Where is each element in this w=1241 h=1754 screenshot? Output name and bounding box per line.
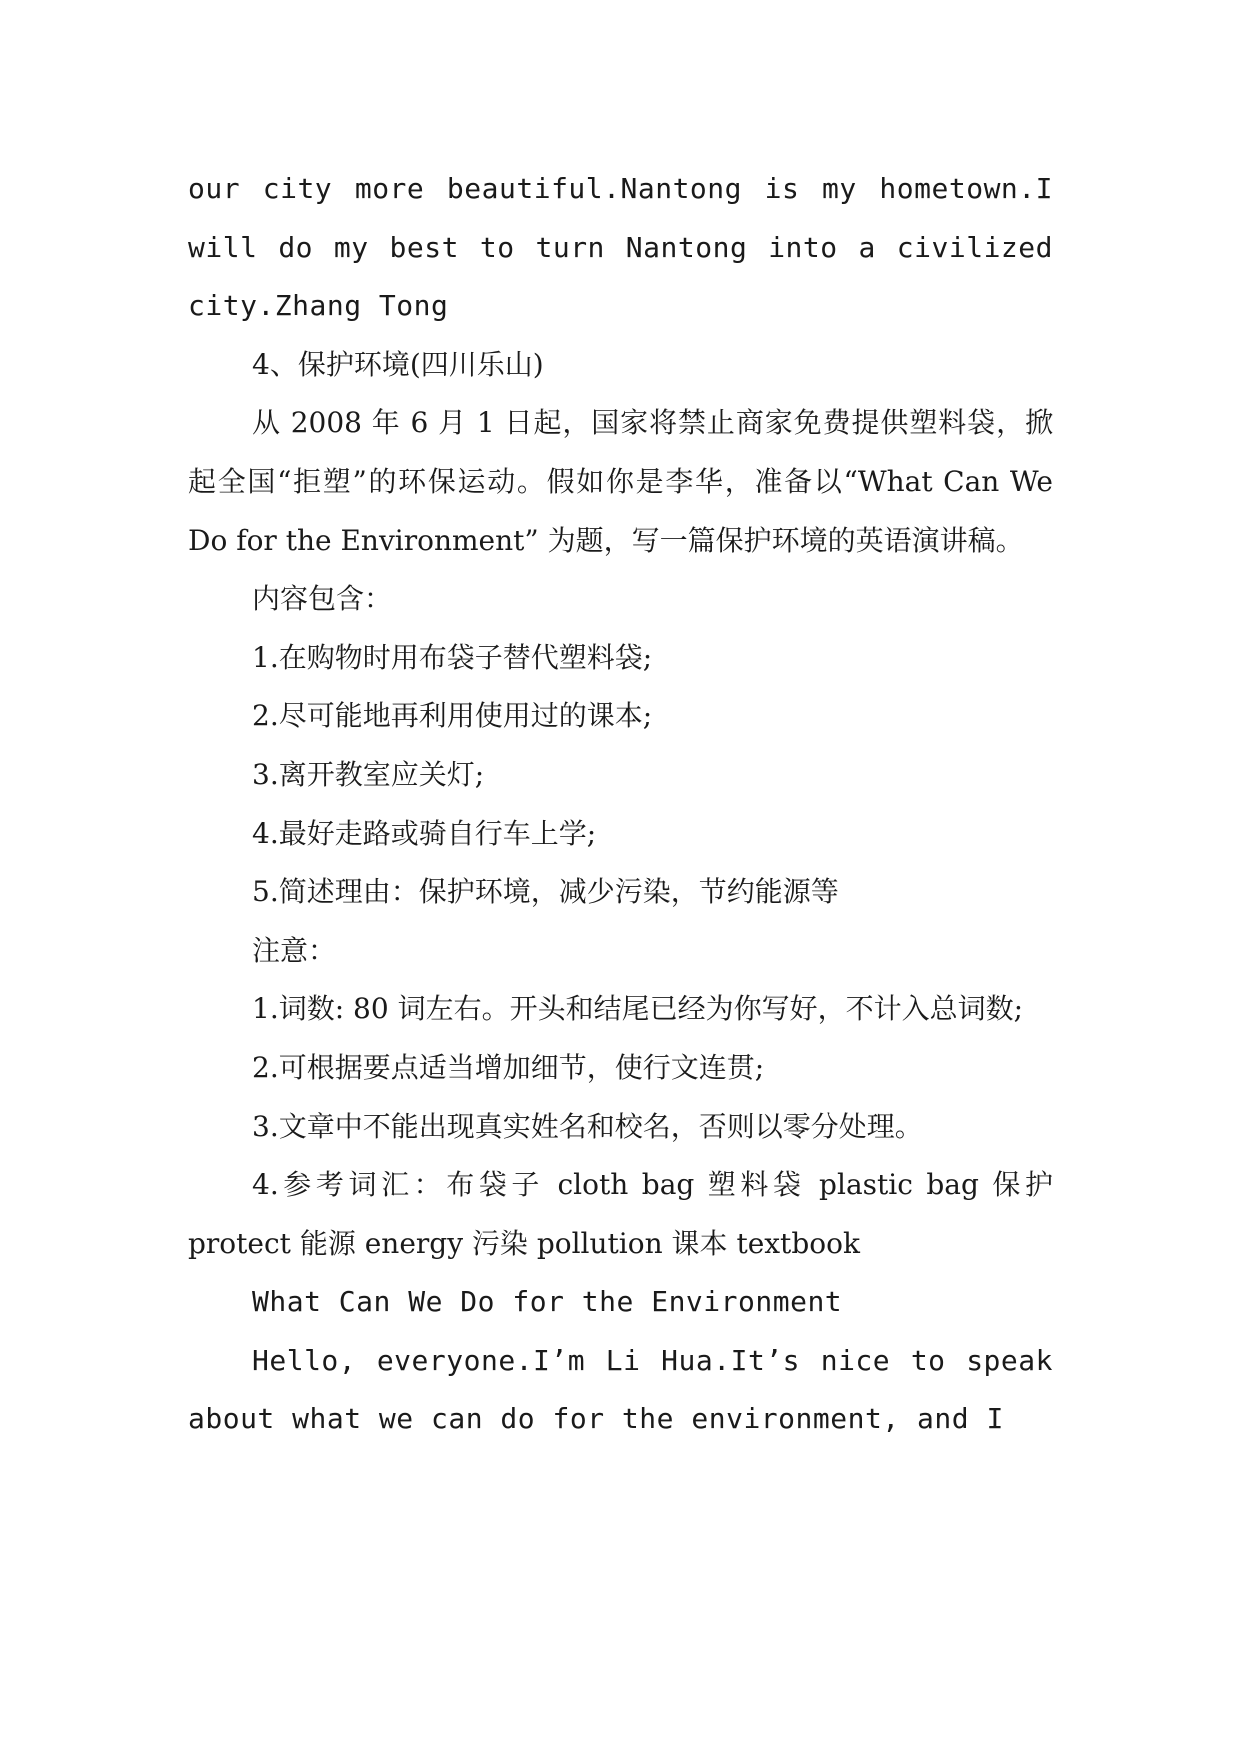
section-heading: 4、保护环境(四川乐山) [252,347,544,381]
requirement-item-2: 2.尽可能地再利用使用过的课本; [252,699,653,733]
requirement-item-4: 4.最好走路或骑自行车上学; [252,816,597,850]
document-page [188,160,1053,1449]
paragraph-essay-ending: our city more beautiful.Nantong is my hometown.I will do my best to turn Nantong into a civilized city.Zhang Tong [188,172,1053,323]
content-requirements-label: 内容包含： [252,582,393,616]
note-item-1: 1.词数: 80 词左右。开头和结尾已经为你写好，不计入总词数; [252,992,1024,1026]
note-item-2: 2.可根据要点适当增加细节，使行文连贯; [252,1050,765,1084]
requirement-item-3: 3.离开教室应关灯; [252,757,485,791]
task-description: 从 2008 年 6 月 1 日起，国家将禁止商家免费提供塑料袋，掀起全国“拒塑”的环保运动。假如你是李华，准备以“What Can We Do for the Environment” 为题，写一篇保护环境的英语演讲稿。 [188,406,1053,557]
notes-label: 注意： [252,933,337,967]
note-item-3: 3.文章中不能出现真实姓名和校名，否则以零分处理。 [252,1109,923,1143]
requirement-item-1: 1.在购物时用布袋子替代塑料袋; [252,640,653,674]
note-item-4-vocabulary: 4.参考词汇：布袋子 cloth bag 塑料袋 plastic bag 保护 protect 能源 energy 污染 pollution 课本 textbook [188,1168,1053,1260]
essay-opening: Hello, everyone.I’m Li Hua.It’s nice to speak about what we can do for the environment, and I [188,1343,1053,1436]
requirement-item-5: 5.简述理由：保护环境，减少污染，节约能源等 [252,875,839,909]
essay-title: What Can We Do for the Environment [252,1285,843,1319]
